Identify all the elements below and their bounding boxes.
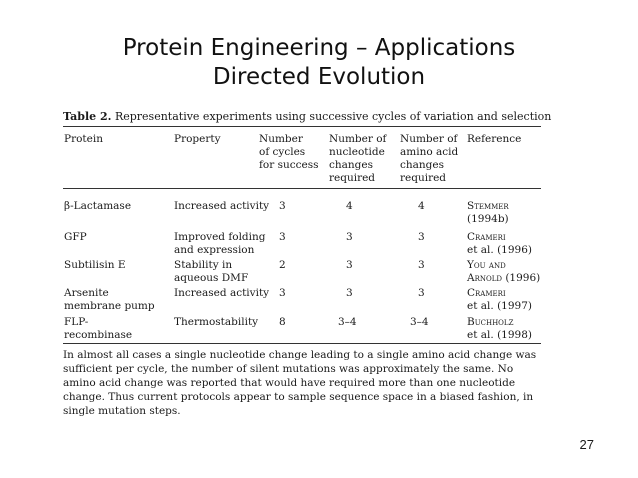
cell-property: Stability in aqueous DMF — [174, 259, 249, 284]
cell-amino: 3 — [418, 231, 425, 243]
reference-author: Crameri — [467, 287, 506, 299]
cell-amino: 3–4 — [410, 316, 429, 328]
cell-amino: 3 — [418, 259, 425, 271]
slide-title-line-1: Protein Engineering – Applications — [122, 35, 516, 61]
cell-amino: 3 — [418, 287, 425, 299]
page-number: 27 — [579, 437, 594, 452]
cell-reference — [467, 316, 532, 342]
cell-protein: Arsenite membrane pump — [64, 287, 155, 312]
cell-property: Improved folding and expression — [174, 231, 266, 256]
reference-detail: (1996) — [505, 272, 541, 284]
cell-reference — [467, 259, 540, 285]
cell-reference — [467, 287, 532, 313]
reference-author: Buchholz — [467, 316, 514, 328]
header-cycles: Number of cycles for success — [259, 133, 319, 171]
reference-detail: (1994b) — [467, 213, 509, 225]
reference-author: Crameri — [467, 231, 506, 243]
table-footnote: In almost all cases a single nucleotide change leading to a single amino acid change was sufficient per cycle, the number of silent mutations was approximately the same. No amino acid change was reported that would have required more than one nucleotide change. Thus current protocols appear to sample sequence space in a biased fashion, in single mutation steps. — [63, 349, 537, 417]
table-bottom-rule — [63, 343, 541, 344]
cell-cycles: 2 — [279, 259, 286, 271]
cell-nucleotide: 3 — [346, 259, 353, 271]
cell-cycles: 3 — [279, 231, 286, 243]
cell-property: Thermostability — [174, 316, 259, 328]
cell-protein: GFP — [64, 231, 87, 243]
reference-detail: et al. (1998) — [467, 329, 532, 341]
cell-nucleotide: 3 — [346, 231, 353, 243]
cell-protein: Subtilisin E — [64, 259, 126, 271]
cell-property: Increased activity — [174, 200, 270, 212]
table-top-rule — [63, 126, 541, 127]
cell-reference — [467, 231, 532, 257]
table-caption-label: Table 2. — [63, 110, 112, 123]
slide-title-line-2: Directed Evolution — [212, 64, 426, 90]
cell-cycles: 8 — [279, 316, 286, 328]
cell-cycles: 3 — [279, 287, 286, 299]
table-caption-text: Representative experiments using successive cycles of variation and selection — [114, 110, 552, 123]
table-caption — [63, 110, 551, 123]
cell-nucleotide: 3 — [346, 287, 353, 299]
cell-protein: FLP- recombinase — [64, 316, 133, 341]
cell-nucleotide: 4 — [346, 200, 353, 212]
header-reference: Reference — [467, 133, 522, 145]
reference-author: You and — [467, 259, 506, 271]
reference-detail: et al. (1997) — [467, 300, 532, 312]
header-property: Property — [174, 133, 221, 145]
header-amino: Number of amino acid changes required — [400, 133, 459, 184]
cell-protein: β-Lactamase — [64, 200, 132, 212]
cell-property: Increased activity — [174, 287, 270, 299]
table-header-rule — [63, 188, 541, 189]
cell-reference — [467, 200, 509, 226]
header-nucleotide: Number of nucleotide changes required — [329, 133, 387, 184]
reference-author: Stemmer — [467, 200, 509, 212]
reference-detail: et al. (1996) — [467, 244, 532, 256]
reference-author: Arnold — [467, 272, 502, 284]
header-protein: Protein — [64, 133, 103, 145]
cell-amino: 4 — [418, 200, 425, 212]
cell-nucleotide: 3–4 — [338, 316, 357, 328]
cell-cycles: 3 — [279, 200, 286, 212]
